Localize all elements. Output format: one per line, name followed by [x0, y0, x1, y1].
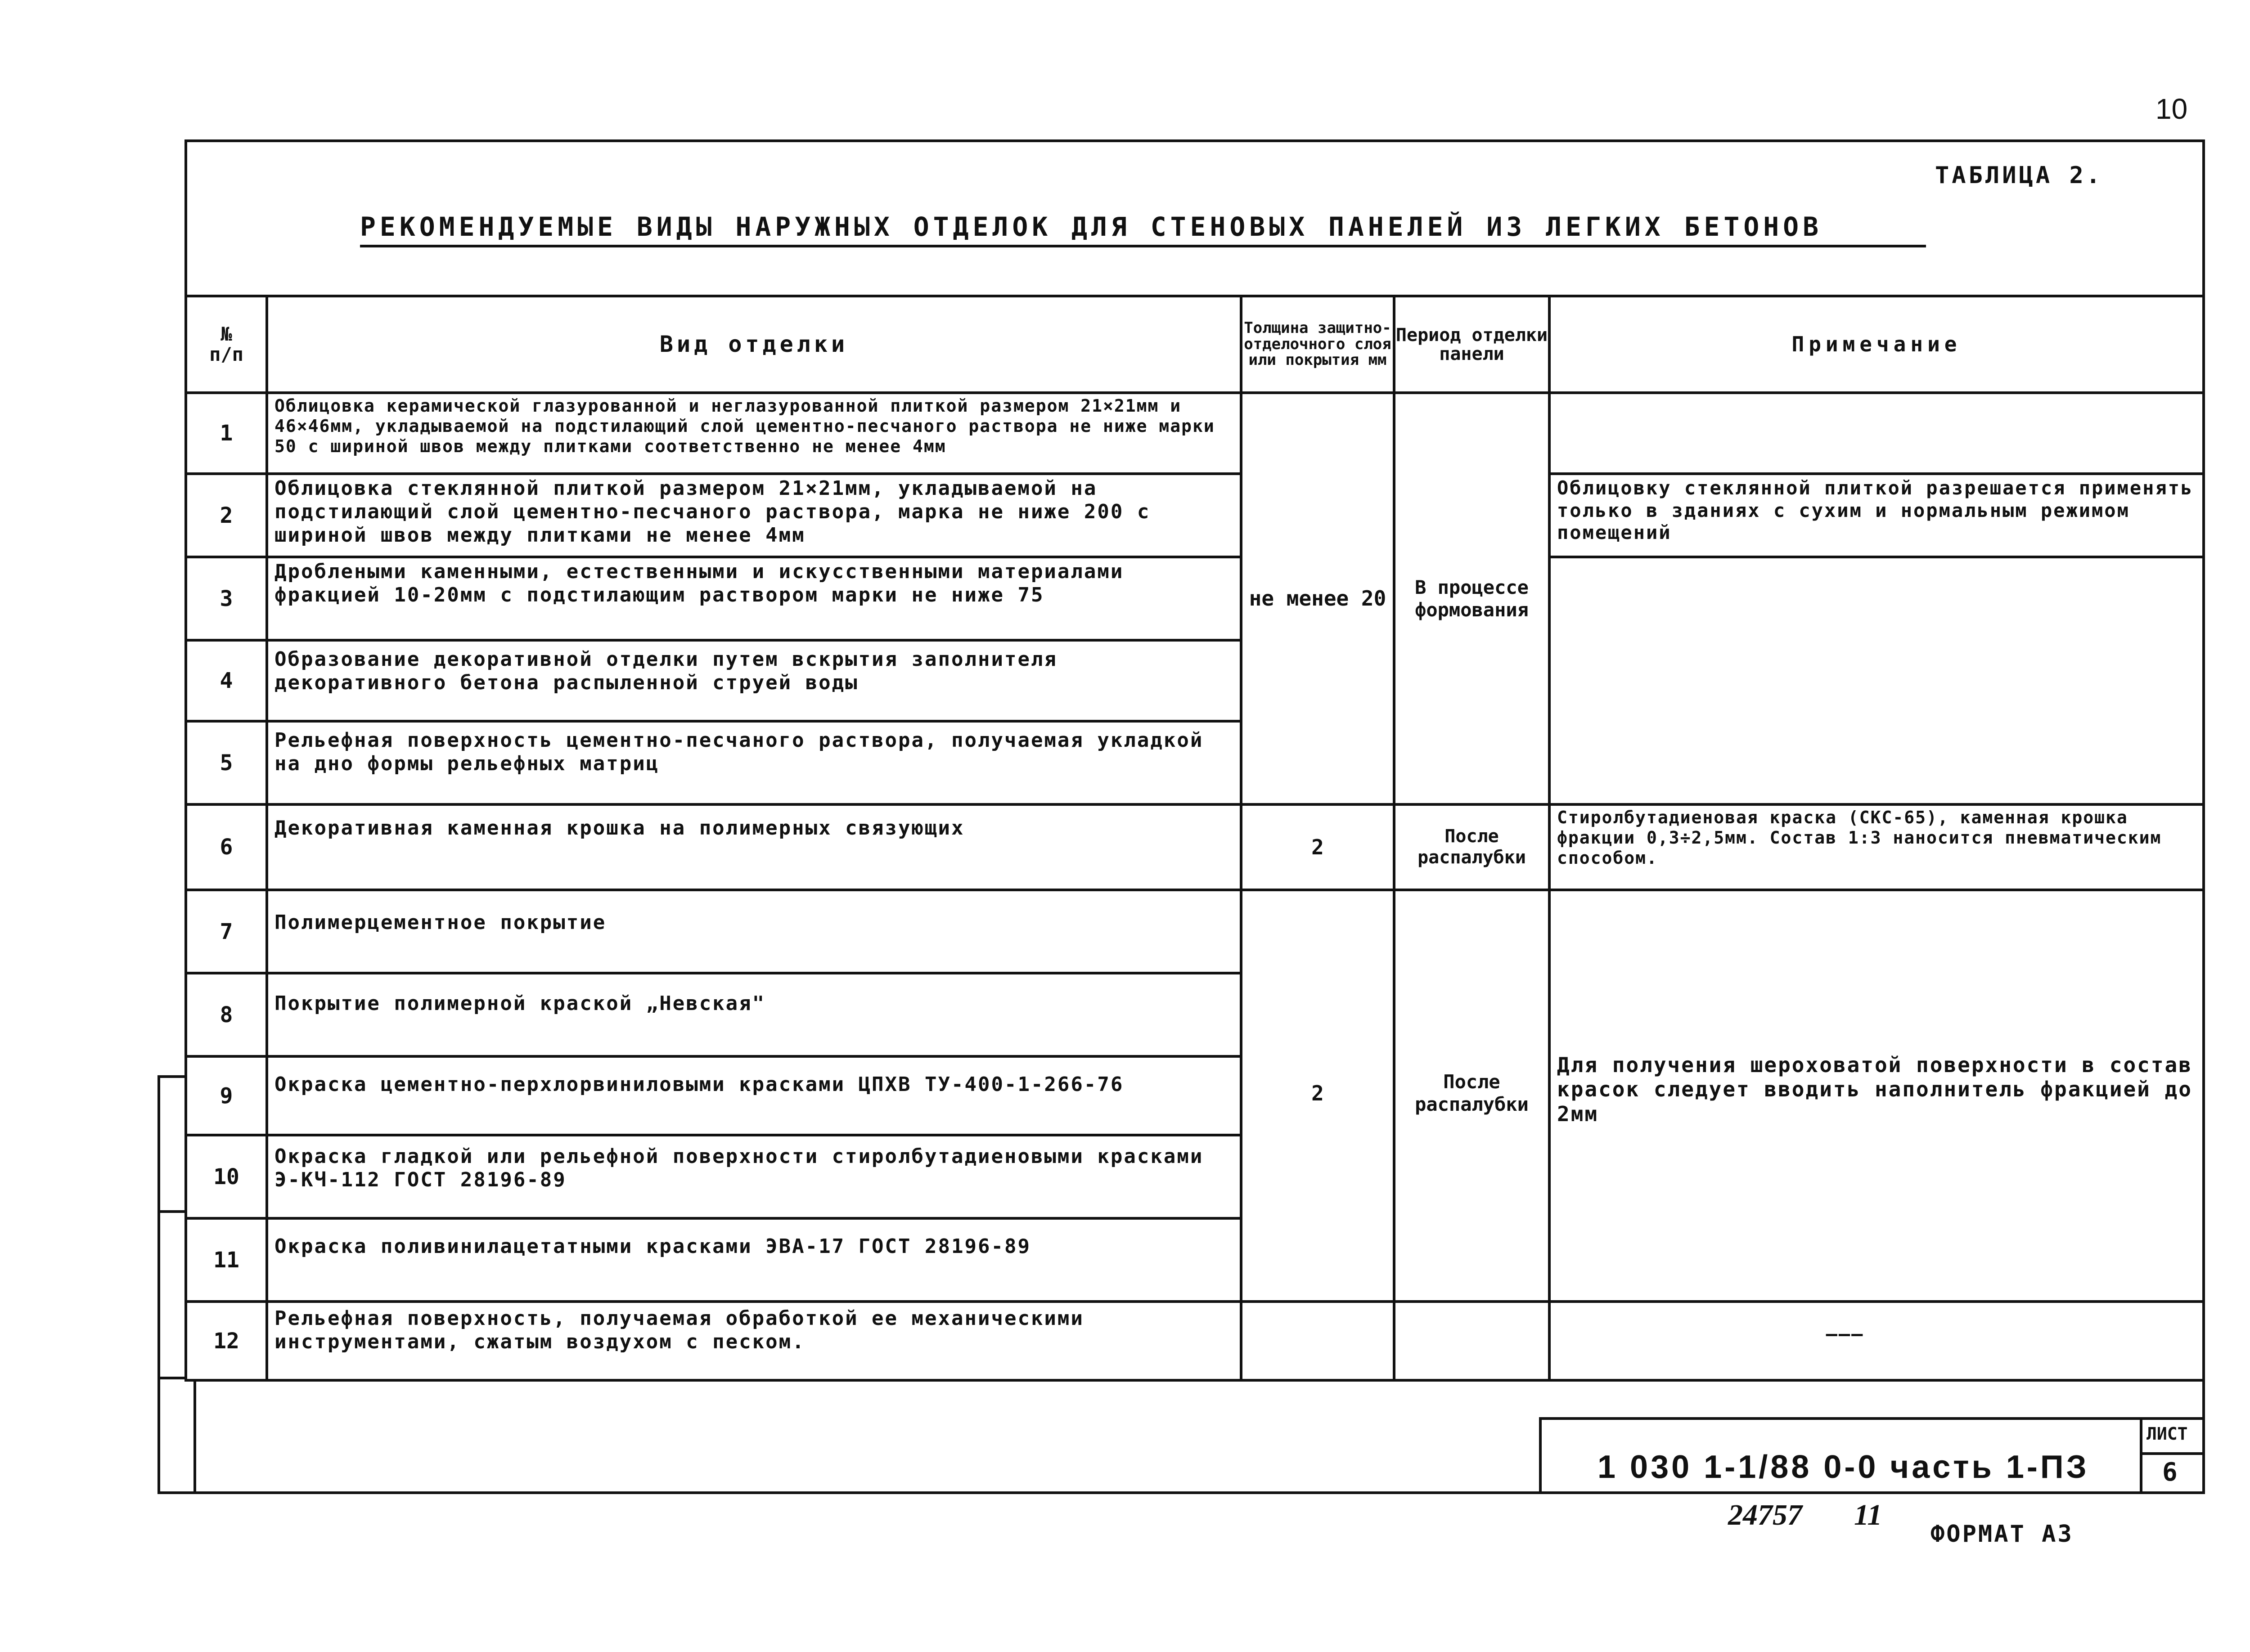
binding-strip-line [158, 1210, 187, 1213]
period-value: После распалубки [1415, 1071, 1529, 1115]
col-divider [1548, 295, 1551, 1379]
sheet-number: 6 [2162, 1458, 2178, 1487]
header-note: Примечание [1791, 332, 1962, 357]
row-number: 7 [220, 919, 233, 944]
row-divider [184, 720, 1242, 723]
note-divider [1548, 472, 2205, 475]
row-divider [184, 1055, 1242, 1058]
note-text: ——— [1826, 1323, 1864, 1345]
row-divider [184, 1217, 1242, 1220]
row-number: 1 [220, 421, 233, 446]
table-label: ТАБЛИЦА 2. [1935, 162, 2103, 189]
page-number: 10 [2156, 93, 2188, 125]
finish-description: Полимерцементное покрытие [274, 911, 607, 934]
table-right-border [2202, 139, 2205, 1379]
binding-strip-line [158, 1377, 187, 1379]
header-type: Вид отделки [659, 331, 849, 358]
document-code: 1 030 1-1/88 0-0 часть 1-ПЗ [1598, 1449, 2089, 1485]
note-text: Стиролбутадиеновая краска (СКС-65), каменная крошка фракции 0,3÷2,5мм. Состав 1:3 наносится пневматическим способом. [1557, 808, 2173, 868]
stamp-divider [2140, 1452, 2205, 1455]
row-divider [184, 1300, 2205, 1303]
note-text: Облицовку стеклянной плиткой разрешается применять только в зданиях с сухим и нормальным режимом помещений [1557, 477, 2206, 544]
page-title: РЕКОМЕНДУЕМЫЕ ВИДЫ НАРУЖНЫХ ОТДЕЛОК ДЛЯ СТЕНОВЫХ ПАНЕЛЕЙ ИЗ ЛЕГКИХ БЕТОНОВ [360, 211, 1926, 247]
row-number: 8 [220, 1002, 233, 1028]
row-divider [184, 803, 2205, 806]
finish-description: Покрытие полимерной краской „Невская" [274, 992, 766, 1015]
inventory-number: 24757 [1728, 1499, 1802, 1531]
paper-format: ФОРМАТ А3 [1930, 1521, 2074, 1548]
binding-strip-line [158, 1075, 187, 1078]
stamp-divider [2140, 1417, 2142, 1494]
col-divider [266, 295, 268, 1379]
header-num: № п/п [209, 323, 243, 365]
row-divider [184, 889, 2205, 891]
thickness-value: не менее 20 [1249, 586, 1386, 611]
header-period: Период отделки панели [1395, 324, 1548, 364]
row-divider [184, 639, 1242, 642]
row-divider [184, 1134, 1242, 1136]
note-text: Для получения шероховатой поверхности в состав красок следует вводить наполнитель фракцией до 2мм [1557, 1053, 2206, 1126]
finish-description: Рельефная поверхность, получаемая обработкой ее механическими инструментами, сжатым воздухом с песком. [274, 1307, 1098, 1353]
note-divider [1548, 556, 2205, 558]
sheet-label: ЛИСТ [2146, 1424, 2188, 1444]
finish-description: Декоративная каменная крошка на полимерных связующих [274, 817, 965, 839]
table-bottom-border [184, 1379, 2205, 1382]
header-thickness: Толщина защитно-отделочного слоя или покрытия мм [1244, 319, 1391, 369]
header-bottom-border [184, 391, 2205, 394]
finish-description: Окраска поливинилацетатными красками ЭВА-17 ГОСТ 28196-89 [274, 1235, 1031, 1258]
row-divider [184, 972, 1242, 974]
row-number: 6 [220, 835, 233, 860]
binding-strip-line [158, 1075, 160, 1494]
row-number: 4 [220, 668, 233, 693]
finish-description: Облицовка керамической глазурованной и неглазурованной плиткой размером 21×21мм и 46×46мм, укладываемой на подстилающий слой цементно-песчаного раствора не ниже марки 50 с шириной швов между плитками соответственно не менее 4мм [274, 396, 1226, 456]
row-number: 12 [213, 1328, 239, 1354]
row-number: 5 [220, 750, 233, 776]
finish-description: Облицовка стеклянной плиткой размером 21×21мм, укладываемой на подстилающий слой цементно-песчаного раствора, марка не ниже 200 с шириной швов между плитками не менее 4мм [274, 477, 1164, 547]
thickness-value: 2 [1311, 1081, 1324, 1105]
row-number: 10 [213, 1164, 239, 1190]
finish-description: Рельефная поверхность цементно-песчаного раствора, получаемая укладкой на дно формы рельефных матриц [274, 729, 1217, 775]
finish-description: Дроблеными каменными, естественными и искусственными материалами фракцией 10-20мм с подстилающим раствором марки не ниже 75 [274, 560, 1137, 606]
period-value: После распалубки [1418, 826, 1526, 868]
inventory-mark: 11 [1854, 1499, 1882, 1531]
finish-description: Окраска цементно-перхлорвиниловыми красками ЦПХВ ТУ-400-1-266-76 [274, 1073, 1124, 1096]
row-divider [184, 556, 1242, 558]
period-value: В процессе формования [1415, 576, 1540, 621]
thickness-value: 2 [1311, 835, 1324, 859]
finish-description: Образование декоративной отделки путем вскрытия заполнителя декоративного бетона распыленной струей воды [274, 648, 1071, 694]
row-number: 9 [220, 1083, 233, 1109]
frame-line [194, 1379, 196, 1494]
row-number: 11 [213, 1247, 239, 1273]
row-divider [184, 472, 1242, 475]
row-number: 3 [220, 586, 233, 611]
row-number: 2 [220, 503, 233, 528]
finish-description: Окраска гладкой или рельефной поверхности стиролбутадиеновыми красками Э-КЧ-112 ГОСТ 28196-89 [274, 1145, 1217, 1191]
